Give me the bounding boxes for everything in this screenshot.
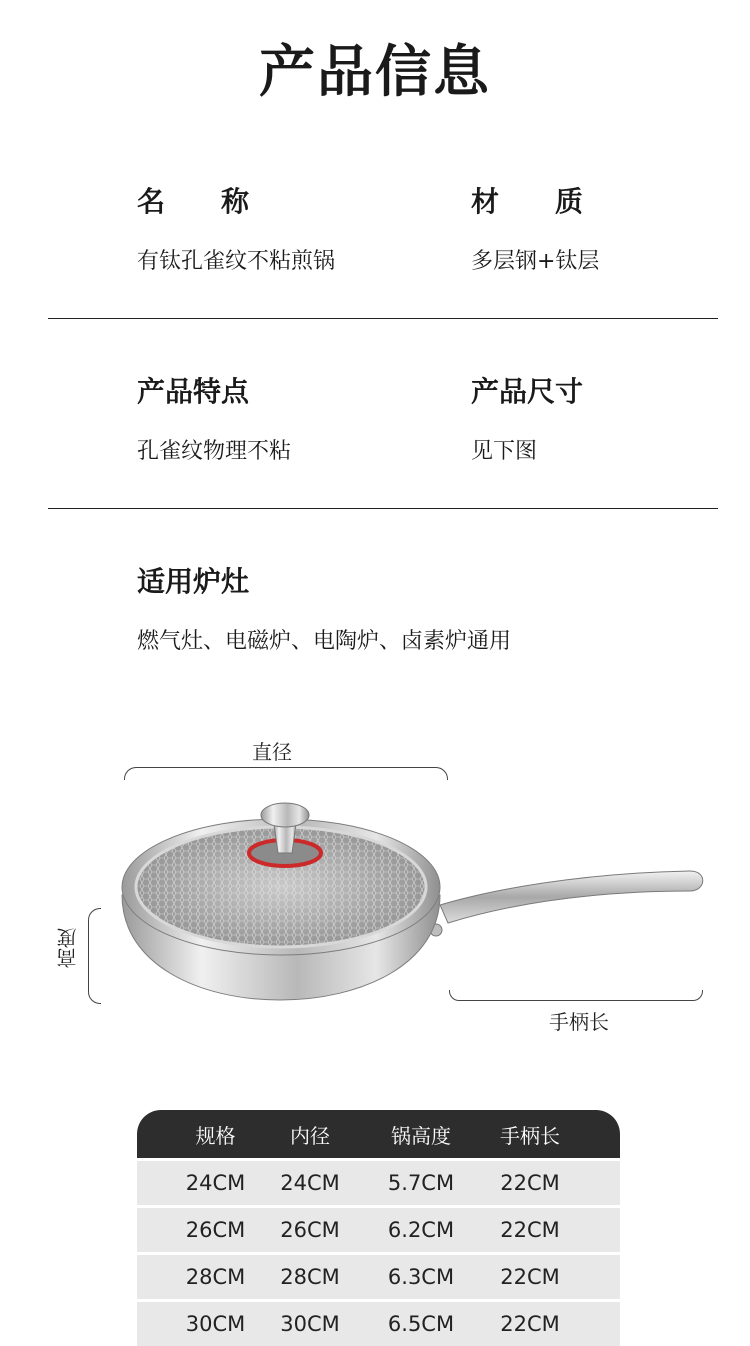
table-cell: 22CM bbox=[500, 1171, 560, 1195]
header-cell: 锅高度 bbox=[391, 1123, 451, 1148]
stove-label: 适用炉灶 bbox=[137, 565, 250, 598]
table-cell: 28CM bbox=[185, 1265, 246, 1289]
frying-pan-image bbox=[110, 795, 710, 1010]
diameter-bracket bbox=[124, 767, 448, 780]
table-cell: 30CM bbox=[280, 1312, 340, 1336]
table-cell: 22CM bbox=[500, 1265, 560, 1289]
table-cell: 26CM bbox=[185, 1218, 246, 1242]
table-header bbox=[137, 1110, 620, 1158]
table-row bbox=[137, 1161, 620, 1205]
table-cell: 5.7CM bbox=[387, 1171, 455, 1195]
name-value: 有钛孔雀纹不粘煎锅 bbox=[137, 249, 336, 274]
handle-label: 手柄长 bbox=[549, 1010, 609, 1034]
header-cell: 规格 bbox=[195, 1123, 236, 1148]
divider bbox=[48, 318, 718, 319]
name-label: 名 称 bbox=[137, 185, 250, 218]
feature-label: 产品特点 bbox=[137, 375, 250, 408]
table-cell: 26CM bbox=[280, 1218, 340, 1242]
stove-value: 燃气灶、电磁炉、电陶炉、卤素炉通用 bbox=[137, 629, 512, 654]
header-cell: 内径 bbox=[290, 1123, 330, 1148]
height-label: 高度 bbox=[56, 928, 80, 968]
table-cell: 22CM bbox=[500, 1218, 560, 1242]
table-row bbox=[137, 1302, 620, 1346]
size-label: 产品尺寸 bbox=[471, 375, 584, 408]
table-cell: 6.2CM bbox=[387, 1218, 455, 1242]
material-value: 多层钢+钛层 bbox=[471, 249, 600, 274]
table-cell: 6.3CM bbox=[387, 1265, 455, 1289]
diameter-label: 直径 bbox=[252, 740, 292, 764]
height-bracket bbox=[88, 908, 101, 1004]
page-title: 产品信息 bbox=[259, 40, 491, 105]
table-row bbox=[137, 1255, 620, 1299]
table-cell: 6.5CM bbox=[387, 1312, 455, 1336]
feature-value: 孔雀纹物理不粘 bbox=[137, 439, 292, 464]
size-table bbox=[137, 1110, 620, 1346]
table-cell: 24CM bbox=[280, 1171, 340, 1195]
header-cell: 手柄长 bbox=[500, 1123, 560, 1148]
table-cell: 28CM bbox=[280, 1265, 340, 1289]
table-cell: 22CM bbox=[500, 1312, 560, 1336]
table-cell: 24CM bbox=[185, 1171, 246, 1195]
size-value: 见下图 bbox=[471, 439, 538, 464]
table-cell: 30CM bbox=[185, 1312, 246, 1336]
divider bbox=[48, 508, 718, 509]
table-row bbox=[137, 1208, 620, 1252]
material-label: 材 质 bbox=[471, 185, 584, 218]
